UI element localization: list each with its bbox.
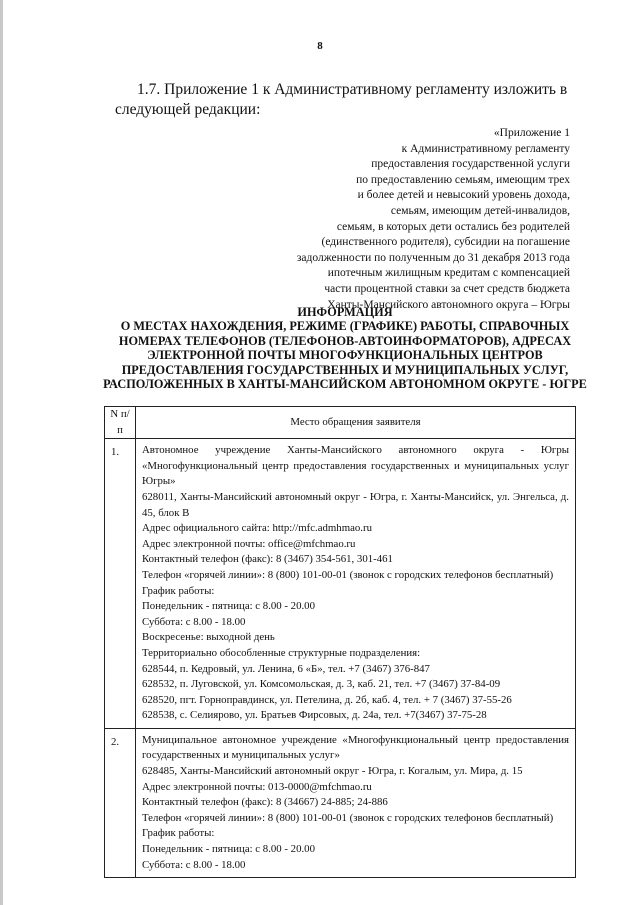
row-line: График работы: bbox=[142, 584, 215, 597]
row-line: 628520, пгт. Горноправдинск, ул. Петелина, д. 2б, каб. 4, тел. + 7 (3467) 37-55-26 bbox=[142, 693, 512, 706]
header-num: N п/п bbox=[105, 407, 136, 439]
paragraph-line: следующей редакции: bbox=[115, 101, 261, 118]
row-line: Адрес официального сайта: http://mfc.admhmao.ru bbox=[142, 522, 372, 535]
appendix-line: семьям, имеющим детей-инвалидов, bbox=[390, 204, 570, 217]
appendix-line: части процентной ставки за счет средств бюджета bbox=[324, 282, 570, 295]
appendix-line: «Приложение 1 bbox=[493, 127, 570, 139]
appendix-line: (единственного родителя), субсидии на погашение bbox=[321, 236, 570, 249]
heading-line: ПРЕДОСТАВЛЕНИЯ ГОСУДАРСТВЕННЫХ И МУНИЦИПАЛЬНЫХ УСЛУГ, bbox=[121, 362, 569, 377]
row-line: Контактный телефон (факс): 8 (3467) 354-561, 301-461 bbox=[142, 553, 393, 566]
amendment-paragraph bbox=[115, 80, 575, 120]
page-number: 8 bbox=[317, 40, 323, 52]
appendix-line: к Административному регламенту bbox=[401, 142, 570, 155]
appendix-line: задолженности по полученным до 31 декабря 2013 года bbox=[296, 251, 570, 264]
appendix-header bbox=[270, 126, 570, 313]
row-line: Телефон «горячей линии»: 8 (800) 101-00-01 (звонок с городских телефонов бесплатный) bbox=[142, 811, 554, 824]
row-line: График работы: bbox=[142, 827, 215, 840]
row-line: Суббота: с 8.00 - 18.00 bbox=[142, 615, 246, 628]
row-number: 2. bbox=[105, 728, 136, 877]
heading-line: О МЕСТАХ НАХОЖДЕНИЯ, РЕЖИМЕ (ГРАФИКЕ) РАБОТЫ, СПРАВОЧНЫХ bbox=[120, 319, 570, 334]
appendix-line: семьям, в которых дети остались без родителей bbox=[336, 220, 570, 233]
heading-line: ИНФОРМАЦИЯ bbox=[297, 305, 393, 319]
row-content bbox=[136, 728, 576, 877]
heading-line: ЭЛЕКТРОННОЙ ПОЧТЫ МНОГОФУНКЦИОНАЛЬНЫХ ЦЕНТРОВ bbox=[147, 348, 543, 363]
row-content bbox=[136, 439, 576, 729]
scan-edge bbox=[0, 0, 3, 905]
row-line: Адрес электронной почты: office@mfchmao.ru bbox=[142, 537, 356, 550]
table-row bbox=[105, 439, 576, 729]
table-row bbox=[105, 728, 576, 877]
row-line: Телефон «горячей линии»: 8 (800) 101-00-01 (звонок с городских телефонов бесплатный) bbox=[142, 568, 554, 581]
appendix-line: ипотечным жилищным кредитам с компенсацией bbox=[327, 267, 570, 280]
appendix-line: по предоставлению семьям, имеющим трех bbox=[356, 173, 570, 186]
row-line: Муниципальное автономное учреждение «Многофункциональный центр предоставления государственных и муниципальных услуг» bbox=[142, 733, 569, 762]
heading-line: РАСПОЛОЖЕННЫХ В ХАНТЫ-МАНСИЙСКОМ АВТОНОМНОМ ОКРУГЕ - ЮГРЕ bbox=[103, 377, 587, 392]
row-line: 628532, п. Луговской, ул. Комсомольская, д. 3, каб. 21, тел. +7 (3467) 37-84-09 bbox=[142, 678, 501, 691]
table-header-row bbox=[105, 407, 576, 439]
row-line: 628011, Ханты-Мансийский автономный округ - Югра, г. Ханты-Мансийск, ул. Энгельса, д. 45, блок В bbox=[142, 490, 569, 519]
row-line: Контактный телефон (факс): 8 (34667) 24-885; 24-886 bbox=[142, 796, 388, 809]
row-line: Понедельник - пятница: с 8.00 - 20.00 bbox=[142, 843, 315, 856]
row-line: Понедельник - пятница: с 8.00 - 20.00 bbox=[142, 600, 315, 613]
appendix-line: предоставления государственной услуги bbox=[371, 158, 570, 171]
appendix-line: и более детей и невысокий уровень дохода, bbox=[357, 189, 570, 202]
row-line: Воскресенье: выходной день bbox=[142, 631, 275, 644]
row-line: 628485, Ханты-Мансийский автономный округ - Югра, г. Когалым, ул. Мира, д. 15 bbox=[142, 765, 523, 778]
row-line: Адрес электронной почты: 013-0000@mfchmao.ru bbox=[142, 780, 372, 793]
row-line: 628538, с. Селиярово, ул. Братьев Фирсовых, д. 24а, тел. +7(3467) 37-75-28 bbox=[142, 709, 487, 722]
row-line: Территориально обособленные структурные подразделения: bbox=[142, 646, 421, 659]
document-heading bbox=[100, 305, 590, 391]
row-line: Автономное учреждение Ханты-Мансийского автономного округа - Югры «Многофункциональный центр предоставления государственных и муниципальных услуг Югры» bbox=[142, 444, 569, 488]
mfc-table bbox=[104, 406, 576, 878]
header-place: Место обращения заявителя bbox=[136, 407, 576, 439]
heading-line: НОМЕРАХ ТЕЛЕФОНОВ (ТЕЛЕФОНОВ-АВТОИНФОРМАТОРОВ), АДРЕСАХ bbox=[118, 333, 572, 348]
row-line: Суббота: с 8.00 - 18.00 bbox=[142, 858, 246, 871]
row-line: 628544, п. Кедровый, ул. Ленина, 6 «Б», тел. +7 (3467) 376-847 bbox=[142, 662, 430, 675]
appendix-line: Ханты-Мансийского автономного округа – Югры bbox=[327, 298, 570, 311]
row-number: 1. bbox=[105, 439, 136, 729]
paragraph-line: 1.7. Приложение 1 к Административному регламенту изложить в bbox=[137, 81, 568, 98]
